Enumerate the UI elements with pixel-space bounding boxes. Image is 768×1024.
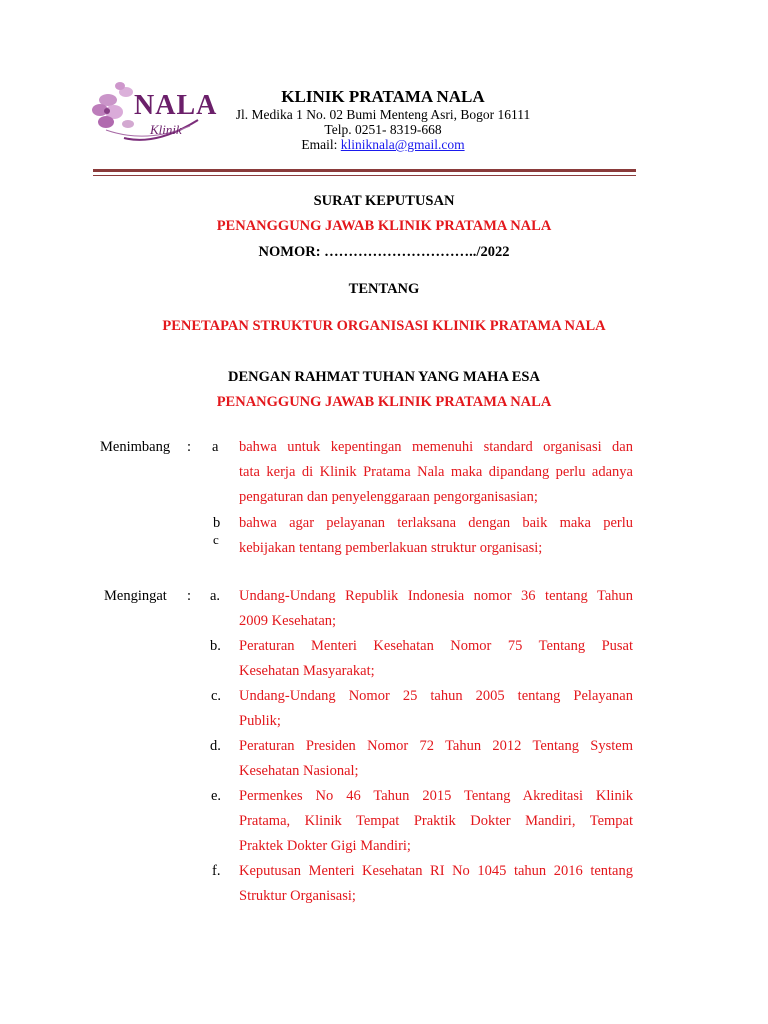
text-line: Kesehatan Nasional; <box>239 763 359 779</box>
mengingat-item <box>239 584 633 634</box>
menimbang-item <box>239 511 633 561</box>
mengingat-label: Mengingat <box>104 588 167 604</box>
text-line: pengaturan dan penyelenggaraan pengorganisasian; <box>239 489 538 505</box>
mengingat-marker: f. <box>212 863 221 879</box>
clinic-name: KLINIK PRATAMA NALA <box>281 87 485 106</box>
header-divider <box>93 169 636 172</box>
text-line: Peraturan Presiden Nomor 72 Tahun 2012 Tentang System <box>239 738 633 754</box>
logo-subtitle: Klinik <box>150 122 182 137</box>
text-line: bahwa agar pelayanan terlaksana dengan baik maka perlu <box>239 515 633 531</box>
mengingat-marker: e. <box>211 788 222 804</box>
menimbang-marker: c <box>213 532 219 547</box>
text-line: 2009 Kesehatan; <box>239 613 337 629</box>
menimbang-item <box>239 435 633 510</box>
text-line: Undang-Undang Nomor 25 tahun 2005 tentang Pelayanan <box>239 688 633 704</box>
mengingat-marker: d. <box>210 738 221 754</box>
text-line: Peraturan Menteri Kesehatan Nomor 75 Tentang Pusat <box>239 638 633 654</box>
text-line: tata kerja di Klinik Pratama Nala maka dipandang perlu adanya <box>239 464 633 480</box>
menimbang-label: Menimbang <box>100 439 171 455</box>
clinic-logo <box>86 80 218 150</box>
clinic-phone: Telp. 0251- 8319-668 <box>324 122 442 137</box>
mengingat-marker: a. <box>210 588 221 604</box>
clinic-address: Jl. Medika 1 No. 02 Bumi Menteng Asri, Bogor 16111 <box>235 107 531 122</box>
email-link[interactable]: kliniknala@gmail.com <box>340 137 465 152</box>
mengingat-item <box>239 859 633 909</box>
decree-authority: PENANGGUNG JAWAB KLINIK PRATAMA NALA <box>216 394 552 410</box>
text-line: Struktur Organisasi; <box>239 888 356 904</box>
text-line: Keputusan Menteri Kesehatan RI No 1045 tahun 2016 tentang <box>239 863 633 879</box>
email-label: Email: <box>301 137 341 152</box>
mengingat-item <box>239 734 633 784</box>
decree-about: TENTANG <box>348 281 420 297</box>
text-line: bahwa untuk kepentingan memenuhi standard organisasi dan <box>239 439 633 455</box>
mengingat-item <box>239 784 633 859</box>
text-line: Kesehatan Masyarakat; <box>239 663 375 679</box>
decree-number: NOMOR: …………………………../2022 <box>258 244 510 260</box>
mengingat-marker: c. <box>211 688 222 704</box>
mengingat-item <box>239 634 633 684</box>
text-line: Pratama, Klinik Tempat Praktik Dokter Mandiri, Tempat <box>239 813 633 829</box>
text-line: Praktek Dokter Gigi Mandiri; <box>239 838 411 854</box>
menimbang-marker: b <box>213 515 221 531</box>
menimbang-colon: : <box>187 439 192 455</box>
mengingat-item <box>239 684 633 734</box>
decree-issuer: PENANGGUNG JAWAB KLINIK PRATAMA NALA <box>216 218 552 234</box>
mengingat-marker: b. <box>210 638 221 654</box>
decree-subject: PENETAPAN STRUKTUR ORGANISASI KLINIK PRATAMA NALA <box>162 318 606 334</box>
text-line: kebijakan tentang pemberlakuan struktur organisasi; <box>239 540 543 556</box>
header-divider-thin <box>93 175 636 176</box>
logo-brand: NALA <box>134 90 218 121</box>
text-line: Undang-Undang Republik Indonesia nomor 36 tentang Tahun <box>239 588 633 604</box>
mengingat-colon: : <box>187 588 192 604</box>
clinic-email-line <box>210 137 556 153</box>
text-line: Permenkes No 46 Tahun 2015 Tentang Akreditasi Klinik <box>239 788 633 804</box>
text-line: Publik; <box>239 713 281 729</box>
decree-grace: DENGAN RAHMAT TUHAN YANG MAHA ESA <box>228 369 540 385</box>
decree-title: SURAT KEPUTUSAN <box>313 193 455 209</box>
menimbang-marker: a <box>212 439 219 455</box>
